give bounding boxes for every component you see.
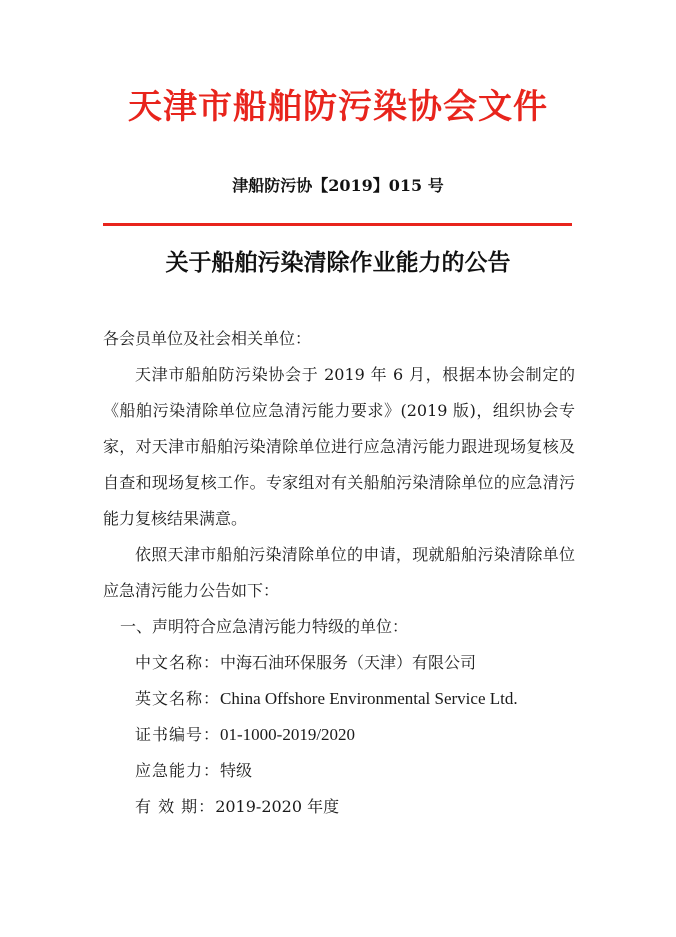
- field-value: 特级: [220, 761, 253, 780]
- field-value: 中海石油环保服务（天津）有限公司: [220, 653, 477, 672]
- field-chinese-name: [103, 645, 575, 681]
- notice-body: [103, 321, 575, 825]
- field-label: 应急能力：: [135, 761, 221, 780]
- field-value: 2019-2020 年度: [215, 797, 340, 816]
- section-heading-special-grade: 一、声明符合应急清污能力特级的单位：: [120, 617, 409, 636]
- field-label: 证书编号：: [135, 725, 221, 744]
- field-certificate-number: [103, 717, 575, 753]
- field-value: 01-1000-2019/2020: [220, 725, 356, 744]
- field-label: 英文名称：: [135, 689, 221, 708]
- document-number: 津船防污协【2019】015 号: [232, 176, 444, 195]
- field-validity-period: [103, 789, 575, 825]
- field-label: 中文名称：: [135, 653, 221, 672]
- salutation: 各会员单位及社会相关单位：: [103, 329, 312, 348]
- organization-title: 天津市船舶防污染协会文件: [128, 87, 548, 127]
- paragraph-announcement-intro: 依照天津市船舶污染清除单位的申请，现就船舶污染清除单位应急清污能力公告如下：: [103, 545, 575, 600]
- field-label: 有 效 期：: [135, 797, 216, 816]
- field-value: China Offshore Environmental Service Ltd.: [220, 689, 518, 708]
- red-divider-rule: [103, 223, 572, 226]
- paragraph-review-summary: 天津市船舶防污染协会于 2019 年 6 月，根据本协会制定的《船舶污染清除单位应急清污能力要求》(2019 版)，组织协会专家，对天津市船舶污染清除单位进行应急清污能力跟进现场复核及自查和现场复核工作。专家组对有关船舶污染清除单位的应急清污能力复核结果满意。: [103, 365, 575, 528]
- field-english-name: [103, 681, 575, 717]
- notice-title: 关于船舶污染清除作业能力的公告: [165, 250, 511, 276]
- field-emergency-capability: [103, 753, 575, 789]
